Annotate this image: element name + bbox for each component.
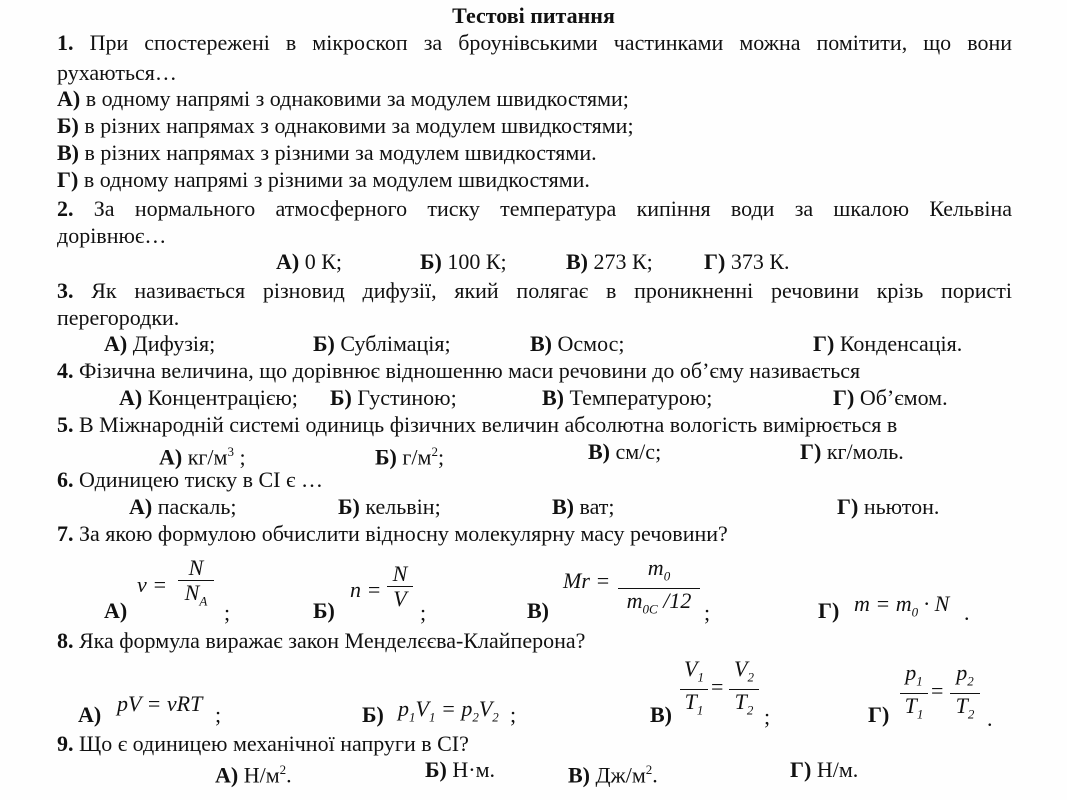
q8-option-a-tail: ;	[215, 702, 222, 727]
q8-option-c-label: В)	[650, 702, 672, 727]
q5-option-d: Г) кг/моль.	[800, 439, 904, 464]
question-3-continuation: перегородки.	[57, 305, 180, 330]
q7-option-b-label: Б)	[313, 598, 335, 623]
q6-option-a: А) паскаль;	[129, 494, 237, 519]
q6-option-d: Г) ньютон.	[837, 494, 940, 519]
question-6	[57, 467, 323, 493]
question-number: 4.	[57, 358, 74, 383]
q7-option-a-fraction: N $N_A$	[178, 556, 214, 613]
q4-option-b: Б) Густиною;	[330, 385, 457, 410]
question-9	[57, 731, 469, 757]
question-number: 6.	[57, 467, 74, 492]
question-number: 5.	[57, 412, 74, 437]
question-text: При спостережені в мікроскоп за броунівськими частинками можна помітити, що вони	[89, 30, 1013, 55]
question-2-continuation: дорівнює…	[57, 223, 167, 248]
page-title: Тестові питання	[452, 3, 615, 28]
q1-option-b: Б) в різних напрямах з однаковими за модулем швидкостями;	[57, 113, 634, 138]
q3-option-c: В) Осмос;	[530, 331, 625, 356]
q5-option-c: В) см/с;	[588, 439, 662, 464]
q7-option-a-tail: ;	[224, 600, 231, 625]
question-text: За нормального атмосферного тиску температура кипіння води за шкалою Кельвіна	[93, 196, 1013, 221]
q8-option-d-fraction-2: $p_2$ $T_2$	[950, 661, 980, 727]
q7-option-c-tail: ;	[704, 600, 711, 625]
question-text: Що є одиницею механічної напруги в СІ?	[79, 731, 469, 756]
q7-option-b-lhs: n =	[350, 577, 382, 602]
q6-option-c: В) ват;	[552, 494, 615, 519]
q4-option-a: А) Концентрацією;	[119, 385, 298, 410]
q1-option-d: Г) в одному напрямі з різними за модулем швидкостями.	[57, 167, 590, 192]
q2-option-d: Г) 373 К.	[704, 249, 790, 274]
q8-option-c-equals: =	[711, 674, 724, 699]
question-text: Фізична величина, що дорівнює відношенню маси речовини до об’єму називається	[79, 358, 861, 383]
q8-option-c-tail: ;	[764, 704, 771, 729]
q8-option-b-label: Б)	[362, 702, 384, 727]
question-1-continuation: рухаються…	[57, 60, 177, 85]
q1-option-a: А) в одному напрямі з однаковими за модулем швидкостями;	[57, 86, 629, 111]
question-2	[57, 196, 1012, 222]
q4-option-d: Г) Об’ємом.	[833, 385, 948, 410]
question-7	[57, 521, 728, 547]
question-number: 7.	[57, 521, 74, 546]
q8-option-d-fraction-1: $p_1$ $T_1$	[900, 661, 928, 727]
question-number: 2.	[57, 196, 74, 221]
question-text: За якою формулою обчислити відносну молекулярну масу речовини?	[79, 521, 728, 546]
question-text: Одиницею тиску в СІ є …	[79, 467, 323, 492]
q5-option-a: А) $кг/м^3$ ;	[159, 444, 246, 470]
q8-option-d-equals: =	[931, 678, 944, 703]
q8-option-b-tail: ;	[510, 702, 517, 727]
q8-option-a-label: А)	[78, 702, 102, 727]
q7-option-c-lhs: Mr =	[563, 568, 611, 593]
q7-option-d-formula: $m = m_0 \cdot N$	[854, 591, 950, 620]
question-number: 9.	[57, 731, 74, 756]
question-text: В Міжнародній системі одиниць фізичних величин абсолютна вологість вимірюється в	[79, 412, 898, 437]
q8-option-a-formula: pV = νRT	[117, 691, 203, 716]
q7-option-d-tail: .	[964, 600, 970, 625]
q7-option-a-label: А)	[104, 598, 128, 623]
question-number: 3.	[57, 278, 74, 303]
question-number: 1.	[57, 30, 74, 55]
q3-option-a: А) Дифузія;	[104, 331, 216, 356]
q7-option-c-fraction: $m_0$ $m_{0C}$ /12	[618, 556, 700, 622]
question-number: 8.	[57, 628, 74, 653]
q6-option-b: Б) кельвін;	[338, 494, 441, 519]
question-text: Як називається різновид дифузії, який полягає в проникненні речовини крізь пористі	[91, 278, 1013, 303]
q8-option-c-fraction-1: $V_1$ $T_1$	[680, 657, 708, 723]
q9-option-d: Г) Н/м.	[790, 757, 859, 782]
q8-option-d-tail: .	[987, 706, 993, 731]
q3-option-d: Г) Конденсація.	[813, 331, 963, 356]
q8-option-d-label: Г)	[868, 702, 890, 727]
q8-option-b-formula: $p_1V_1 = p_2V_2$	[398, 696, 499, 725]
q7-option-d-label: Г)	[818, 598, 840, 623]
q3-option-b: Б) Сублімація;	[313, 331, 451, 356]
q9-option-c: В) $Дж/м^2$.	[568, 762, 658, 788]
question-5	[57, 412, 897, 438]
q9-option-a: А) $Н/м^2$.	[215, 762, 292, 788]
q1-option-c: В) в різних напрямах з різними за модулем швидкостями.	[57, 140, 597, 165]
q7-option-b-fraction: N V	[387, 562, 413, 611]
q2-option-a: А) 0 К;	[276, 249, 343, 274]
q2-option-b: Б) 100 К;	[420, 249, 507, 274]
q4-option-c: В) Температурою;	[542, 385, 713, 410]
q8-option-c-fraction-2: $V_2$ $T_2$	[729, 657, 759, 723]
question-4	[57, 358, 860, 384]
question-1	[57, 30, 1012, 56]
q7-option-b-tail: ;	[420, 600, 427, 625]
q7-option-c-label: В)	[527, 598, 549, 623]
question-8	[57, 628, 585, 654]
question-text: Яка формула виражає закон Менделєєва-Клайперона?	[79, 628, 586, 653]
q5-option-b: Б) $г/м^2$;	[375, 444, 445, 470]
q2-option-c: В) 273 К;	[566, 249, 653, 274]
q7-option-a-lhs: ν =	[137, 572, 168, 597]
question-3	[57, 278, 1012, 304]
q9-option-b: Б) Н·м.	[425, 757, 496, 782]
